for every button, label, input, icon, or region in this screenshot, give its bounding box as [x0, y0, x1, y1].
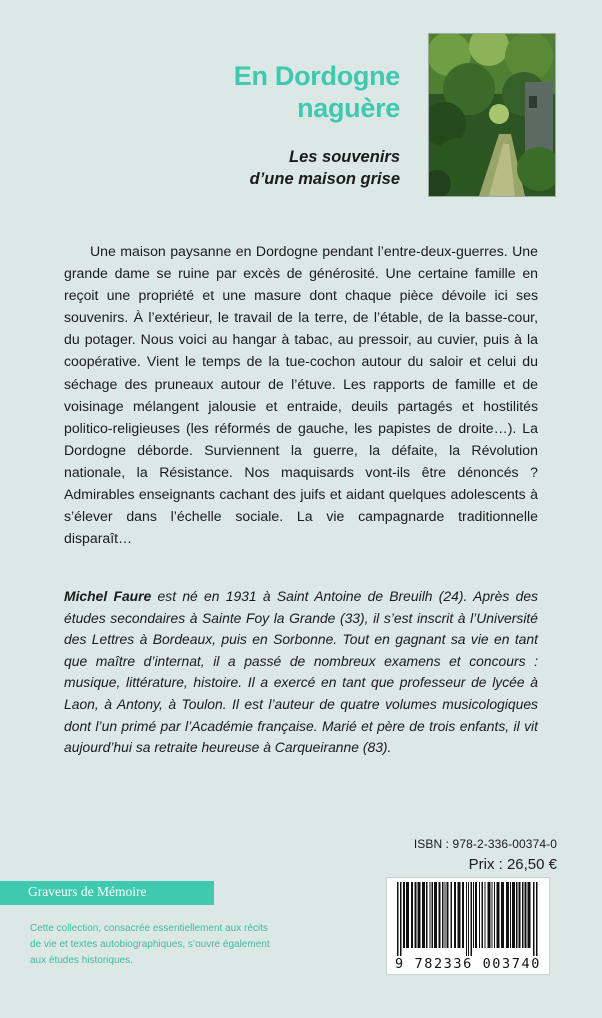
barcode-bar [466, 882, 467, 956]
barcode-bar [411, 882, 413, 948]
book-subtitle [250, 146, 400, 190]
barcode-bar [528, 882, 531, 948]
title-line-2: naguère [297, 93, 400, 123]
barcode-bar [418, 882, 421, 948]
barcode-bar [434, 882, 437, 948]
barcode-bar [482, 882, 484, 948]
isbn: ISBN : 978-2-336-00374-0 [413, 837, 557, 851]
barcode-bar [519, 882, 521, 948]
barcode-bar [485, 882, 486, 948]
garden-path-photo-icon [429, 34, 555, 196]
barcode-bar [415, 882, 417, 948]
barcode-bar [497, 882, 500, 948]
book-blurb: Une maison paysanne en Dordogne pendant l’entre-deux-guerres. Une grande dame se ruine par excès de générosité. Une certaine famille en reçoit une propriété et une masure dont chaque pièce dévoile ici ses souvenirs. À l’extérieur, le travail de la terre, de l’étable, de la basse-cour, du potager. Nous voici au hangar à tabac, au pressoir, au cuvier, puis à la coopérative. Vient le temps de la tue-cochon autour du saloir et celui du séchage des pruneaux autour de l’étuve. Les rapports de famille et de voisinage mélangent jalousie et entraide, deuils partagés et hostilités politico-religieuses (les réformés de gauche, les papistes de droite…). La Dordogne déborde. Surviennent la guerre, la défaite, la Révolution nationale, la Résistance. Nos maquisards vont-ils être dénoncés ? Admirables enseignants cachant des juifs et aidant quelques adolescents à s’élever dans l’échelle sociale. La vie campagnarde traditionnelle disparaît… [64, 243, 538, 547]
barcode-bar [426, 882, 428, 948]
collection-name: Graveurs de Mémoire [28, 884, 147, 899]
barcode-icon [387, 878, 549, 956]
collection-band [0, 881, 214, 905]
collection-description [30, 921, 330, 969]
barcode-bar [442, 882, 444, 948]
barcode-digits: 9 782336 003740 [395, 956, 541, 972]
barcode-bar [536, 882, 538, 956]
barcode-bar [506, 882, 509, 948]
barcode-bar [458, 882, 461, 948]
subtitle-line-1: Les souvenirs [289, 148, 400, 166]
barcode-bar [468, 882, 469, 956]
title-line-1: En Dordogne [233, 61, 400, 91]
barcode-bar [445, 882, 446, 948]
barcode-bar [422, 882, 425, 948]
barcode-bar [494, 882, 495, 948]
author-bio-text: est né en 1931 à Saint Antoine de Breuilh (24). Après des études secondaires à Sainte Foy la Grande (33), il s’est inscrit à l’Université des Lettres à Bordeaux, puis en Sorbonne. Tout en gagnant sa vie en tant que maître d’internat, il a passé de nombreux examens et concours : musique, littérature, histoire. Il a exercé en tant que professeur de lycée à Laon, à Antony, à Toulon. Il est l’auteur de quatre volumes musicologiques dont l’un primé par l’Académie française. Marié et père de trois enfants, il vit aujourd’hui sa retraite heureuse à Carqueiranne (83). [64, 588, 538, 756]
cover-photo [428, 33, 556, 197]
barcode-bar [516, 882, 518, 948]
barcode-bar [462, 882, 464, 948]
subtitle-line-2: d’une maison grise [249, 170, 400, 188]
barcode-bar [488, 882, 491, 948]
barcode-bar [430, 882, 431, 948]
collection-desc-line-2: de vie et textes autobiographiques, s’ouvre également [30, 939, 270, 950]
barcode-bar [533, 882, 535, 956]
barcode-bar [432, 882, 434, 948]
barcode-bar [512, 882, 515, 948]
barcode-bar [475, 882, 477, 948]
barcode-bar [510, 882, 511, 948]
barcode-bar [525, 882, 527, 948]
collection-desc-line-1: Cette collection, consacrée essentiellement aux récits [30, 923, 268, 934]
barcode-bar [492, 882, 493, 948]
barcode-bar [454, 882, 456, 948]
barcode-bar [439, 882, 441, 948]
barcode-bar [400, 882, 402, 956]
barcode-bar [403, 882, 405, 948]
collection-desc-line-3: aux études historiques. [30, 955, 133, 966]
price: Prix : 26,50 € [468, 856, 557, 873]
barcode-bar [501, 882, 504, 948]
book-title [234, 60, 400, 124]
barcode-bar [447, 882, 449, 948]
author-bio [64, 586, 538, 759]
barcode-bar [479, 882, 480, 948]
barcode-bar [406, 882, 409, 948]
barcode [386, 877, 550, 975]
barcode-bar [471, 882, 473, 956]
author-name: Michel Faure [64, 588, 152, 604]
barcode-bar [397, 882, 399, 956]
barcode-bar [473, 882, 474, 948]
barcode-bar [451, 882, 453, 948]
barcode-bar [522, 882, 524, 948]
